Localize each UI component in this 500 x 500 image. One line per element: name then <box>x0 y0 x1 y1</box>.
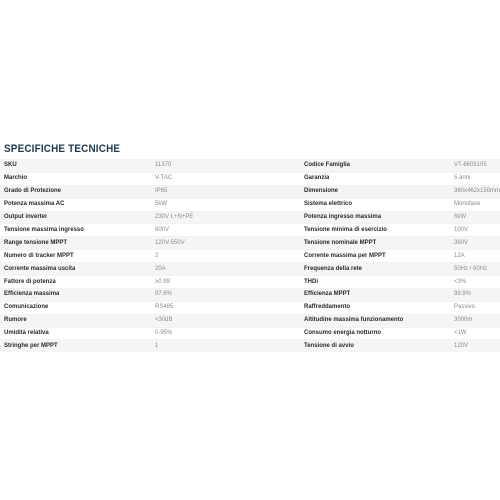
spec-label: Corrente massima per MPPT <box>304 252 386 259</box>
table-row <box>0 223 500 236</box>
spec-label: Efficienza MPPT <box>304 291 351 298</box>
spec-value: ≥0.99 <box>155 278 170 285</box>
spec-value: 0-95% <box>155 330 173 337</box>
table-row <box>0 288 500 301</box>
spec-value: 50Hz / 60Hz <box>454 265 488 272</box>
table-row <box>0 185 500 198</box>
spec-label: Potenza ingresso massima <box>304 214 382 221</box>
spec-value: 2 <box>155 252 159 259</box>
spec-value: <30dB <box>155 317 173 324</box>
spec-value: 120V <box>454 342 469 349</box>
table-row <box>0 339 500 352</box>
table-row <box>0 275 500 288</box>
spec-label: Efficienza massima <box>4 291 60 298</box>
spec-label: Sistema elettrico <box>304 201 353 208</box>
spec-label: Potenza massima AC <box>4 201 65 208</box>
spec-label: Frequenza della rete <box>304 265 363 272</box>
spec-label: THDi <box>304 278 318 285</box>
spec-value: VT-6605105 <box>454 162 487 169</box>
spec-value: <3% <box>454 278 467 285</box>
spec-value: 12A <box>454 252 465 259</box>
spec-label: Fattore di potenza <box>4 278 56 285</box>
table-row <box>0 211 500 224</box>
spec-value: 360V <box>454 239 469 246</box>
spec-label: Comunicazione <box>4 304 49 311</box>
spec-label: Consumo energia notturno <box>304 330 381 337</box>
spec-label: Codice Famiglia <box>304 162 351 169</box>
spec-value: 6kW <box>454 214 466 221</box>
section-title: SPECIFICHE TECNICHE <box>4 143 121 155</box>
spec-label: SKU <box>4 162 17 169</box>
spec-label: Grado di Protezione <box>4 188 62 195</box>
spec-value: 600V <box>155 226 170 233</box>
spec-value: 120V-550V <box>155 239 185 246</box>
spec-value: 3000m <box>454 317 473 324</box>
spec-table <box>0 159 500 352</box>
table-row <box>0 262 500 275</box>
table-row <box>0 198 500 211</box>
spec-label: Tensione minima di esercizio <box>304 226 387 233</box>
spec-value: Monofase <box>454 201 481 208</box>
spec-label: Output inverter <box>4 214 48 221</box>
spec-value: 20A <box>155 265 166 272</box>
table-row <box>0 314 500 327</box>
spec-value: 99.9% <box>454 291 472 298</box>
spec-label: Garanzia <box>304 175 330 182</box>
spec-label: Tensione massima ingresso <box>4 226 84 233</box>
table-row <box>0 301 500 314</box>
table-row <box>0 159 500 172</box>
spec-value: 5 anni <box>454 175 471 182</box>
table-row <box>0 327 500 340</box>
spec-value: 230V L+N+PE <box>155 214 194 221</box>
spec-value: RS485 <box>155 304 174 311</box>
spec-label: Raffreddamento <box>304 304 351 311</box>
spec-label: Stringhe per MPPT <box>4 342 58 349</box>
spec-value: 97.6% <box>155 291 173 298</box>
spec-label: Umidità relativa <box>4 330 49 337</box>
spec-value: <1W <box>454 330 467 337</box>
spec-value: 360x462x150mm <box>454 188 500 195</box>
spec-value: V-TAC <box>155 175 173 182</box>
spec-value: IP65 <box>155 188 168 195</box>
spec-label: Range tensione MPPT <box>4 239 68 246</box>
table-row <box>0 249 500 262</box>
spec-label: Dimensione <box>304 188 339 195</box>
spec-label: Numero di tracker MPPT <box>4 252 74 259</box>
spec-value: 100V <box>454 226 469 233</box>
spec-label: Altitudine massima funzionamento <box>304 317 404 324</box>
spec-label: Marchio <box>4 175 28 182</box>
spec-value: Passivo <box>454 304 476 311</box>
table-row <box>0 236 500 249</box>
spec-label: Corrente massima uscita <box>4 265 76 272</box>
spec-label: Tensione nominale MPPT <box>304 239 377 246</box>
spec-value: 11370 <box>155 162 172 169</box>
table-row <box>0 172 500 185</box>
spec-value: 1 <box>155 342 159 349</box>
spec-label: Tensione di avvio <box>304 342 354 349</box>
spec-value: 5kW <box>155 201 167 208</box>
spec-label: Rumore <box>4 317 27 324</box>
